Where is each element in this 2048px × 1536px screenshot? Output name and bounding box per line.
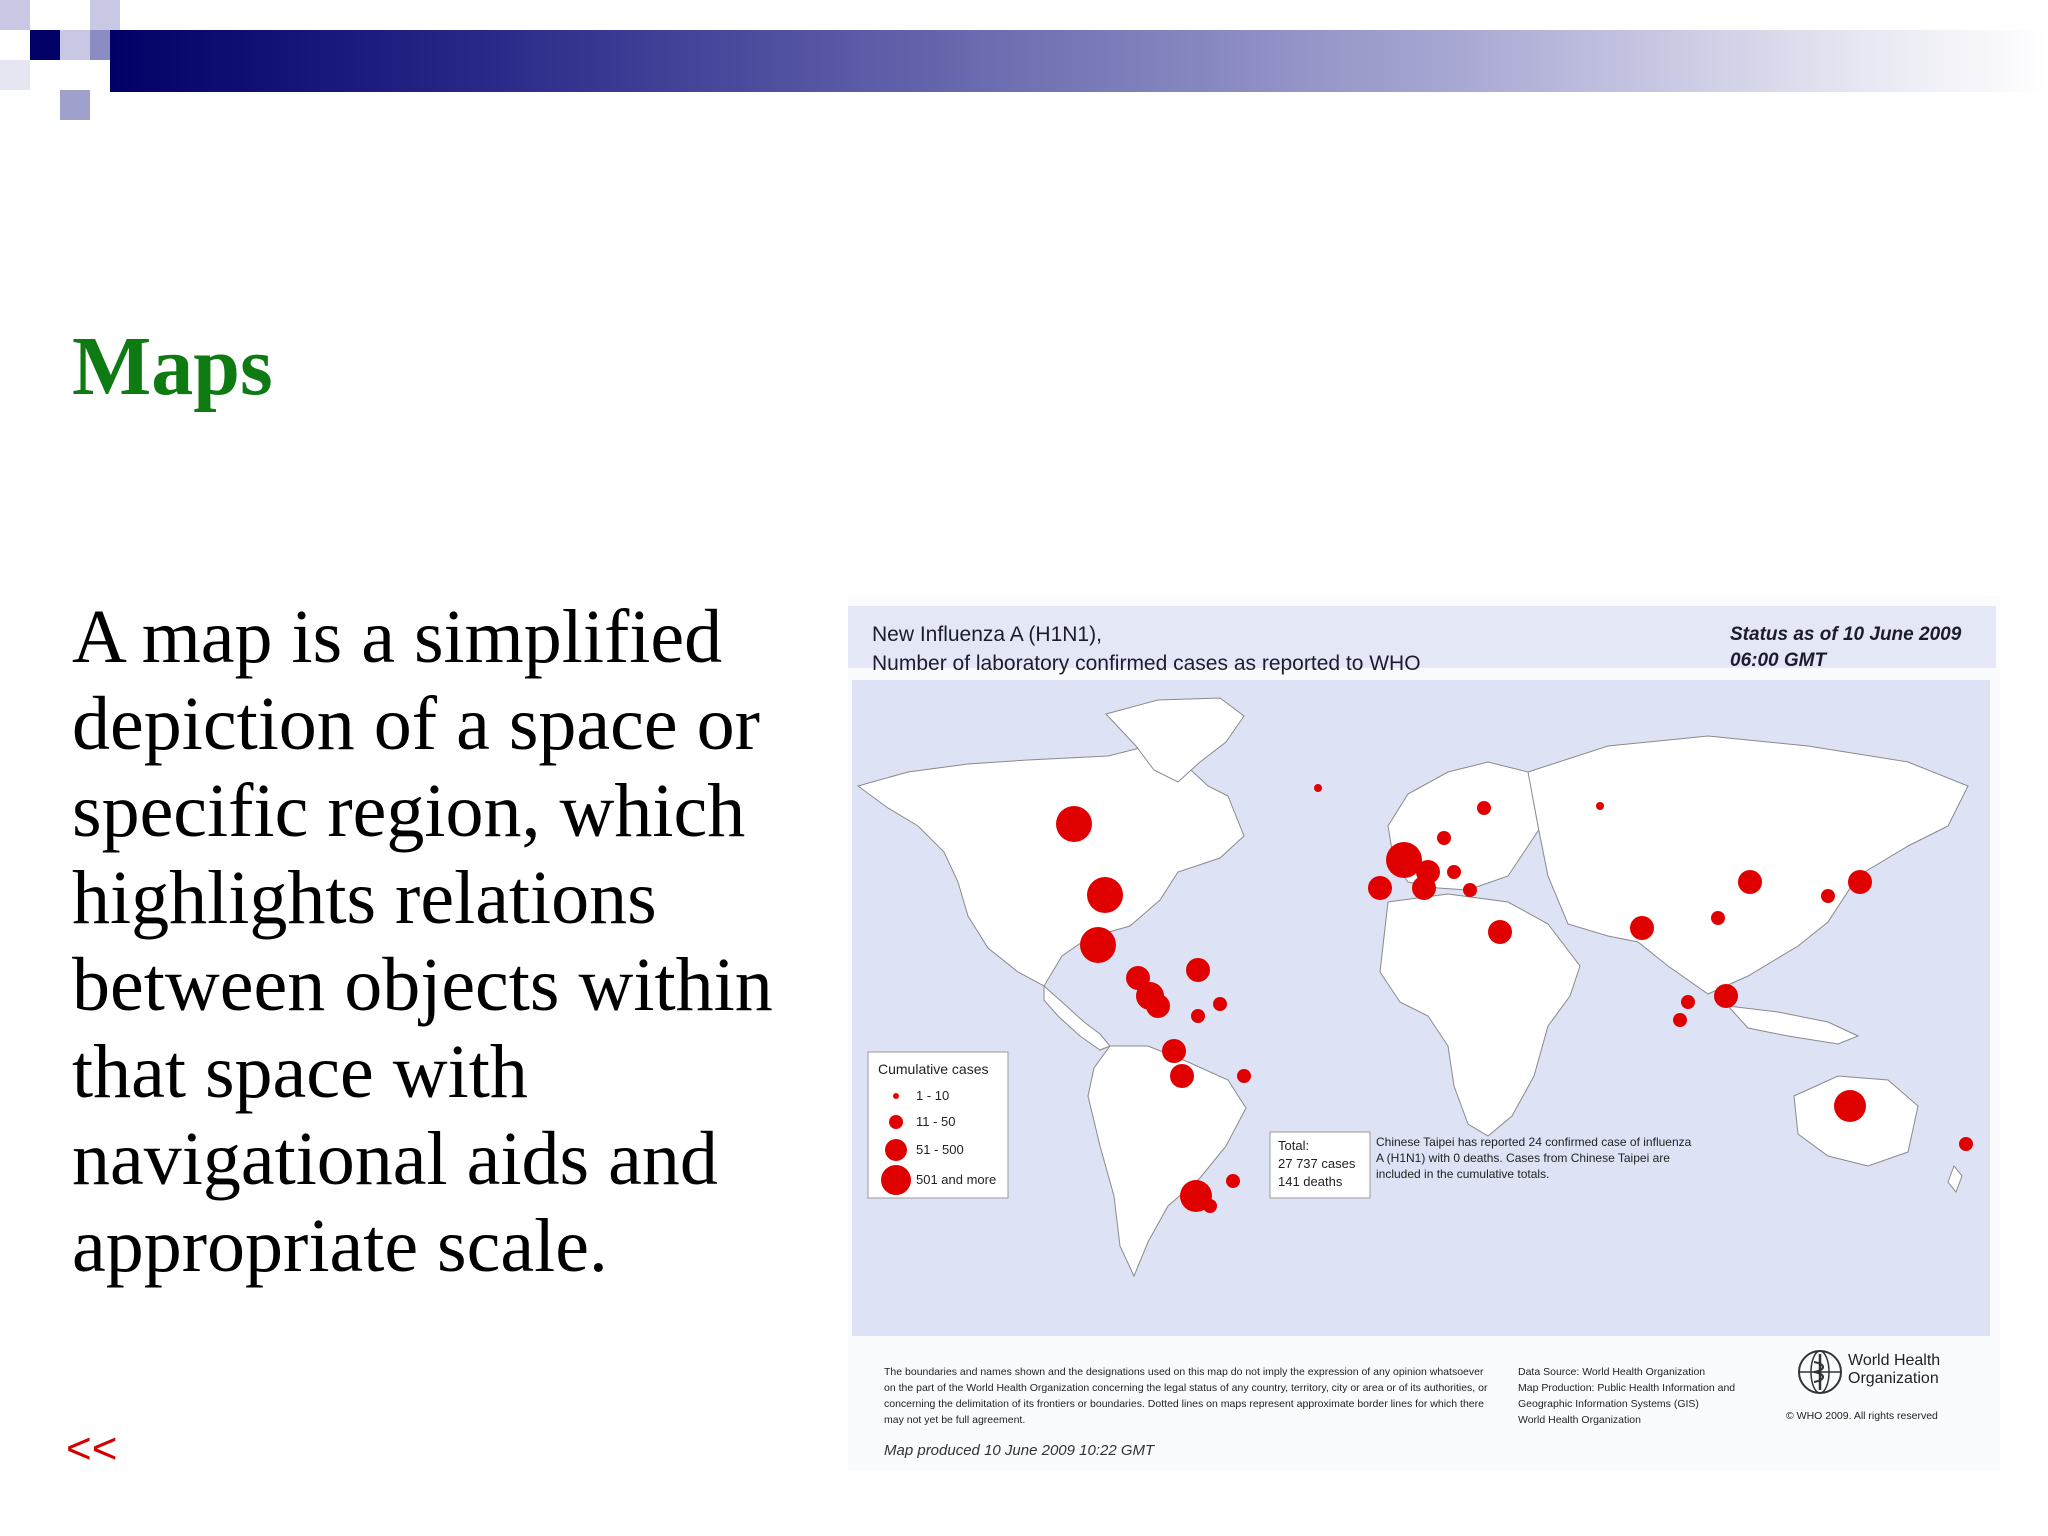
- case-marker: [1821, 889, 1835, 903]
- organization-line: World Health Organization: [1518, 1414, 1641, 1426]
- legend-item-3: 51 - 500: [916, 1142, 964, 1157]
- legend-dot-medium: [889, 1115, 903, 1129]
- case-marker: [1213, 997, 1227, 1011]
- case-marker: [1186, 958, 1210, 982]
- case-marker: [1714, 984, 1738, 1008]
- map-production-line: Map Production: Public Health Information and Geographic Information Systems (GIS): [1518, 1382, 1736, 1410]
- map-data-source: [1518, 1364, 1758, 1428]
- case-marker: [1738, 870, 1762, 894]
- legend-item-4: 501 and more: [916, 1172, 997, 1187]
- legend-dot-small: [893, 1093, 899, 1099]
- case-marker: [1191, 1009, 1205, 1023]
- case-marker: [1673, 1013, 1687, 1027]
- case-marker: [1681, 995, 1695, 1009]
- who-name: [1848, 1352, 1940, 1388]
- legend-item-2: 11 - 50: [916, 1114, 956, 1129]
- case-marker: [1162, 1039, 1186, 1063]
- total-label: Total:: [1278, 1138, 1310, 1153]
- legend-dot-xlarge: [881, 1165, 911, 1195]
- total-deaths: 141 deaths: [1278, 1174, 1343, 1189]
- map-status-time: 06:00 GMT: [1730, 650, 1827, 671]
- case-marker: [1146, 994, 1170, 1018]
- case-marker: [1488, 920, 1512, 944]
- case-marker: [1437, 831, 1451, 845]
- case-marker: [1711, 911, 1725, 925]
- world-map: [848, 676, 2000, 1336]
- who-name-line2: Organization: [1848, 1370, 1939, 1387]
- legend-item-1: 1 - 10: [916, 1088, 950, 1103]
- map-header-left: [872, 620, 1421, 678]
- note-container: [1376, 1134, 1696, 1198]
- case-marker: [1412, 876, 1436, 900]
- case-marker: [1596, 802, 1604, 810]
- case-marker: [1477, 801, 1491, 815]
- banner-square-7: [60, 90, 90, 120]
- h1n1-map-image: [848, 596, 2000, 1470]
- case-marker: [1848, 870, 1872, 894]
- map-status: [1730, 622, 1961, 674]
- banner-square-6: [0, 60, 30, 90]
- banner-square-1: [0, 0, 30, 30]
- slide-body-text: A map is a simplified depiction of a space or specific region, which highlights relations between objects within that space with navigational aids and appropriate scale.: [72, 595, 773, 1288]
- case-marker: [1314, 784, 1322, 792]
- who-emblem-icon: [1796, 1348, 1844, 1396]
- map-disclaimer: The boundaries and names shown and the designations used on this map do not imply the expression of any opinion whatsoever on the part of the World Health Organization concerning the legal status of any country, territory, city or area or of its authorities, or concerning the delimitation of its frontiers or boundaries. Dotted lines on maps represent approximate border lines for which there may not yet be full agreement.: [884, 1366, 1488, 1426]
- legend-dot-large: [885, 1139, 907, 1161]
- case-marker: [1630, 916, 1654, 940]
- map-header: [848, 606, 1996, 675]
- case-marker: [1170, 1064, 1194, 1088]
- data-source-line: Data Source: World Health Organization: [1518, 1366, 1706, 1378]
- map-header-subtitle: Number of laboratory confirmed cases as reported to WHO: [872, 652, 1421, 675]
- case-marker: [1959, 1137, 1973, 1151]
- who-name-line1: World Health: [1848, 1352, 1941, 1369]
- legend-title: Cumulative cases: [878, 1061, 989, 1077]
- banner-square-2: [30, 30, 60, 60]
- map-produced-date: Map produced 10 June 2009 10:22 GMT: [884, 1442, 1155, 1459]
- case-marker: [1226, 1174, 1240, 1188]
- case-marker: [1447, 865, 1461, 879]
- case-marker: [1834, 1090, 1866, 1122]
- who-copyright: © WHO 2009. All rights reserved: [1786, 1410, 1938, 1422]
- banner-square-3: [90, 0, 120, 30]
- map-header-title: New Influenza A (H1N1),: [872, 623, 1102, 646]
- slide-title: Maps: [72, 320, 273, 413]
- case-marker: [1056, 806, 1092, 842]
- case-marker: [1087, 877, 1123, 913]
- case-marker: [1237, 1069, 1251, 1083]
- case-marker: [1203, 1199, 1217, 1213]
- taipei-note: Chinese Taipei has reported 24 confirmed case of influenza A (H1N1) with 0 deaths. Cases from Chinese Taipei are included in the cumulative totals.: [1376, 1135, 1692, 1181]
- map-status-date: Status as of 10 June 2009: [1730, 624, 1962, 645]
- title-banner: [110, 30, 2048, 92]
- back-link[interactable]: <<: [66, 1424, 118, 1473]
- case-marker: [1080, 927, 1116, 963]
- total-cases: 27 737 cases: [1278, 1156, 1356, 1171]
- case-marker: [1368, 876, 1392, 900]
- case-marker: [1463, 883, 1477, 897]
- banner-square-4: [60, 30, 90, 60]
